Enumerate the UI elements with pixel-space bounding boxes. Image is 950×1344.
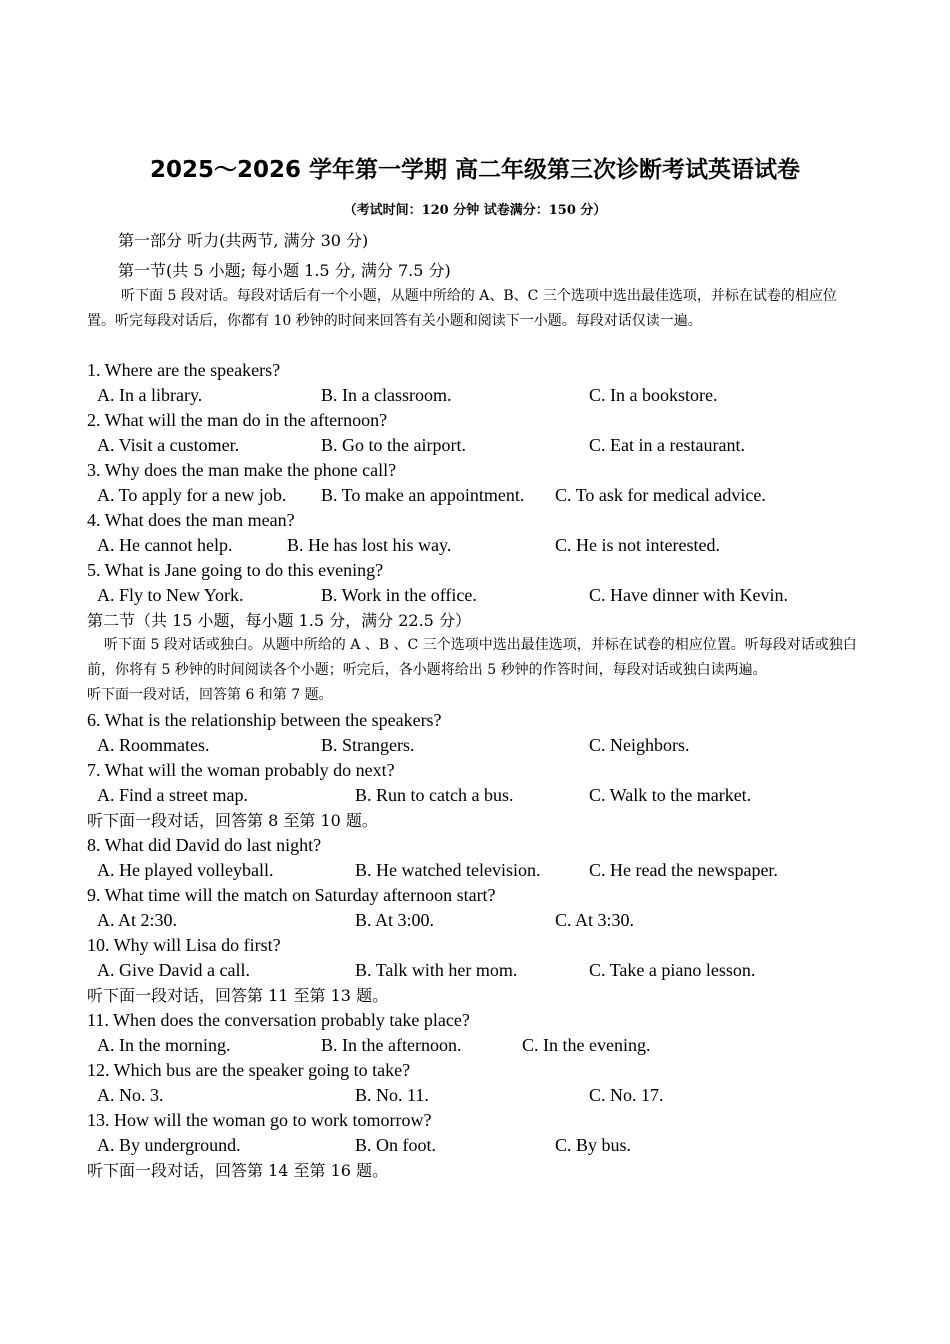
dialogue-note: 听下面一段对话，回答第 14 至第 16 题。 — [87, 1161, 389, 1180]
option-c: C. Take a piano lesson. — [589, 960, 756, 980]
option-a: A. No. 3. — [97, 1085, 164, 1105]
question-stem: 6. What is the relationship between the speakers? — [87, 710, 442, 730]
question-stem: 2. What will the man do in the afternoon? — [87, 410, 388, 430]
options-row — [87, 1133, 877, 1158]
option-b: B. Strangers. — [321, 735, 415, 755]
option-c: C. He is not interested. — [555, 535, 720, 555]
option-a: A. Roommates. — [97, 735, 210, 755]
option-b: B. Run to catch a bus. — [355, 785, 514, 805]
option-c: C. To ask for medical advice. — [555, 485, 766, 505]
option-b: B. On foot. — [355, 1135, 436, 1155]
option-b: B. Go to the airport. — [321, 435, 466, 455]
section1-instructions: 听下面 5 段对话。每段对话后有一个小题，从题中所给的 A、B、C 三个选项中选出最佳选项，并标在试卷的相应位置。听完每段对话后，你都有 10 秒钟的时间来回答有关小题和阅读下一小题。每段对话仅读一遍。 — [87, 288, 837, 329]
options-row — [87, 383, 877, 408]
options-row — [87, 1083, 877, 1108]
dialogue-note: 听下面一段对话，回答第 8 至第 10 题。 — [87, 811, 378, 830]
option-c: C. By bus. — [555, 1135, 632, 1155]
option-c: C. No. 17. — [589, 1085, 664, 1105]
option-a: A. He cannot help. — [97, 535, 233, 555]
option-c: C. He read the newspaper. — [589, 860, 778, 880]
option-b: B. He watched television. — [355, 860, 541, 880]
options-row — [87, 858, 877, 883]
option-c: C. Walk to the market. — [589, 785, 752, 805]
option-a: A. In a library. — [97, 385, 203, 405]
option-a: A. Fly to New York. — [97, 585, 244, 605]
option-c: C. Have dinner with Kevin. — [589, 585, 788, 605]
option-a: A. At 2:30. — [97, 910, 178, 930]
question-stem: 9. What time will the match on Saturday afternoon start? — [87, 885, 496, 905]
options-row — [87, 908, 877, 933]
option-b: B. In the afternoon. — [321, 1035, 462, 1055]
option-a: A. Give David a call. — [97, 960, 250, 980]
section2-heading: 第二节（共 15 小题，每小题 1.5 分，满分 22.5 分） — [87, 611, 471, 630]
option-b: B. Talk with her mom. — [355, 960, 518, 980]
options-row — [87, 733, 877, 758]
options-row — [87, 583, 877, 608]
part-heading: 第一部分 听力(共两节, 满分 30 分) — [118, 231, 369, 250]
question-list — [87, 358, 877, 1183]
question-stem: 4. What does the man mean? — [87, 510, 295, 530]
question-stem: 7. What will the woman probably do next? — [87, 760, 395, 780]
option-b: B. In a classroom. — [321, 385, 452, 405]
options-row — [87, 533, 877, 558]
option-a: A. In the morning. — [97, 1035, 231, 1055]
section2-instructions: 听下面 5 段对话或独白。从题中所给的 A 、B 、C 三个选项中选出最佳选项，并标在试卷的相应位置。听每段对话或独白前，你将有 5 秒钟的时间阅读各个小题；听完后，各小题将给出 5 秒钟的作答时间，每段对话或独白读两遍。 — [87, 637, 857, 678]
option-a: A. To apply for a new job. — [97, 485, 287, 505]
exam-info: （考试时间：120 分钟 试卷满分：150 分） — [343, 203, 607, 218]
question-stem: 1. Where are the speakers? — [87, 360, 281, 380]
options-row — [87, 433, 877, 458]
section1-heading: 第一节(共 5 小题; 每小题 1.5 分, 满分 7.5 分) — [118, 261, 451, 280]
option-c: C. In a bookstore. — [589, 385, 718, 405]
option-b: B. At 3:00. — [355, 910, 435, 930]
option-a: A. He played volleyball. — [97, 860, 274, 880]
option-c: C. In the evening. — [522, 1035, 651, 1055]
dialogue-note: 听下面一段对话，回答第 6 和第 7 题。 — [87, 687, 333, 703]
option-a: A. Find a street map. — [97, 785, 248, 805]
question-stem: 10. Why will Lisa do first? — [87, 935, 281, 955]
option-a: A. By underground. — [97, 1135, 241, 1155]
dialogue-note: 听下面一段对话，回答第 11 至第 13 题。 — [87, 986, 389, 1005]
question-stem: 3. Why does the man make the phone call? — [87, 460, 397, 480]
option-b: B. He has lost his way. — [287, 535, 452, 555]
option-a: A. Visit a customer. — [97, 435, 240, 455]
option-c: C. At 3:30. — [555, 910, 635, 930]
question-stem: 8. What did David do last night? — [87, 835, 322, 855]
question-stem: 5. What is Jane going to do this evening? — [87, 560, 384, 580]
option-c: C. Neighbors. — [589, 735, 690, 755]
option-b: B. Work in the office. — [321, 585, 477, 605]
option-b: B. To make an appointment. — [321, 485, 525, 505]
page-title: 2025～2026 学年第一学期 高二年级第三次诊断考试英语试卷 — [149, 157, 801, 183]
options-row — [87, 1033, 877, 1058]
options-row — [87, 483, 877, 508]
option-b: B. No. 11. — [355, 1085, 429, 1105]
options-row — [87, 958, 877, 983]
options-row — [87, 783, 877, 808]
option-c: C. Eat in a restaurant. — [589, 435, 745, 455]
question-stem: 11. When does the conversation probably take place? — [87, 1010, 470, 1030]
question-stem: 12. Which bus are the speaker going to take? — [87, 1060, 411, 1080]
question-stem: 13. How will the woman go to work tomorrow? — [87, 1110, 432, 1130]
